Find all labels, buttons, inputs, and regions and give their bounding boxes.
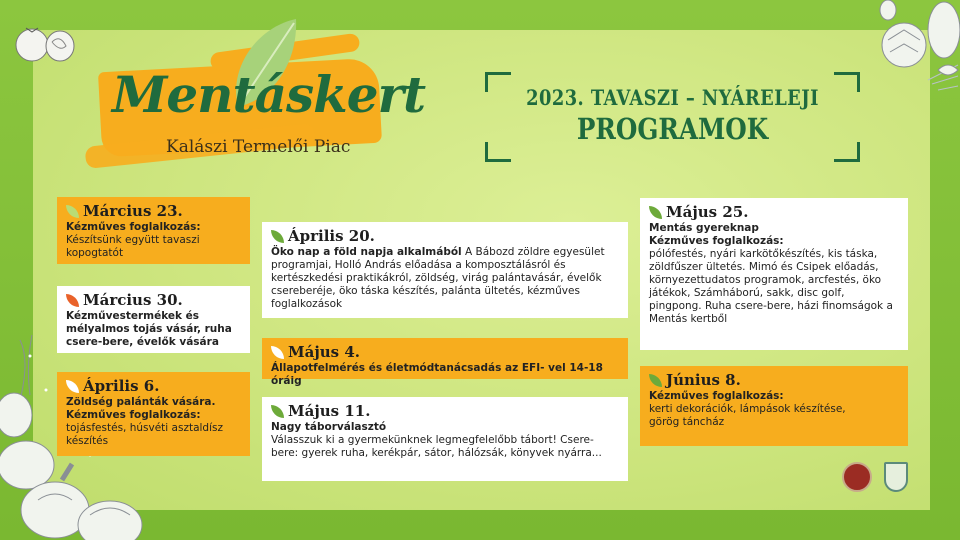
event-title: Öko nap a föld napja alkalmából [271, 246, 462, 258]
event-title: Kézművestermékek és mélyalmos tojás vásár, ruha csere-bere, évelők vására [66, 310, 232, 348]
frame-corner [834, 72, 860, 92]
event-date: Május 25. [666, 203, 749, 221]
leaf-icon [649, 206, 662, 219]
event-date: Április 20. [288, 227, 375, 245]
mentaskert-logo [90, 25, 426, 175]
event-description: Készítsünk együtt tavaszi kopogtatót [66, 234, 200, 259]
event-card-aprilis-6 [57, 372, 250, 456]
event-description: tojásfestés, húsvéti asztaldísz készítés [66, 422, 223, 447]
page-heading [485, 72, 860, 162]
event-card-junius-8 [640, 366, 908, 446]
event-card-majus-4 [262, 338, 628, 387]
association-seal-icon [842, 462, 872, 492]
leaf-icon [66, 294, 79, 307]
event-description: kerti dekorációk, lámpások készítése, görög táncház [649, 403, 846, 428]
vegetable-sketch-top-left-icon [12, 18, 84, 66]
logo-title: Mentáskert [112, 65, 426, 124]
leaf-icon [271, 346, 284, 359]
event-title: Kézműves foglalkozás: [649, 390, 784, 402]
leaf-icon [66, 205, 79, 218]
event-date: Március 23. [83, 202, 183, 220]
event-description: pólófestés, nyári karkötőkészítés, kis táska, zöldfűszer ültetés. Mimó és Csipek előadás, környezettudatos programok, arcfestés, öko játékok, Számháború, sakk, disc golf, pingpong. Ruha csere-bere, házi finomságok a Mentás kertből [649, 248, 893, 325]
event-card-marcius-23 [57, 197, 250, 264]
event-title: Állapotfelmérés és életmódtanácsadás az EFI- vel 14-18 óráig [271, 362, 603, 387]
event-date: Június 8. [666, 371, 741, 389]
heading-line-1: 2023. TAVASZI – NYÁRELEJI [526, 85, 819, 110]
frame-corner [485, 142, 511, 162]
sponsor-emblems [842, 462, 908, 492]
frame-corner [834, 142, 860, 162]
event-card-majus-11 [262, 397, 628, 481]
event-title: Mentás gyereknap Kézműves foglalkozás: [649, 222, 784, 247]
event-card-aprilis-20 [262, 222, 628, 318]
event-card-marcius-30 [57, 286, 250, 353]
frame-corner [485, 72, 511, 92]
vegetable-sketch-top-right-icon [868, 0, 960, 130]
leaf-icon [271, 405, 284, 418]
event-description: Válasszuk ki a gyermekünknek legmegfelelőbb tábort! Csere-bere: gyerek ruha, kerékpár, sátor, hálózsák, könyvek nyárra... [271, 434, 602, 459]
event-title: Zöldség palánták vására. Kézműves foglalkozás: [66, 396, 216, 421]
event-description [271, 246, 620, 311]
event-title: Nagy táborválasztó [271, 421, 387, 433]
leaf-icon [271, 230, 284, 243]
leaf-icon [649, 374, 662, 387]
event-date: Május 4. [288, 343, 360, 361]
event-date: Május 11. [288, 402, 371, 420]
event-date: Március 30. [83, 291, 183, 309]
heading-line-2: PROGRAMOK [576, 112, 769, 146]
event-card-majus-25 [640, 198, 908, 350]
logo-subtitle: Kalászi Termelői Piac [166, 137, 351, 157]
event-body: A Bábozd zöldre egyesület programjai, Holló András előadása a komposztálásról és kertészkedési praktikákról, zöldség, virág palántavásár, évelők csereberéje, öko táska készítés, palánta ültetés, kézműves foglalkozások [271, 246, 605, 310]
event-date: Április 6. [83, 377, 160, 395]
leaf-icon [66, 380, 79, 393]
town-coat-of-arms-icon [884, 462, 908, 492]
event-title: Kézműves foglalkozás: [66, 221, 201, 233]
